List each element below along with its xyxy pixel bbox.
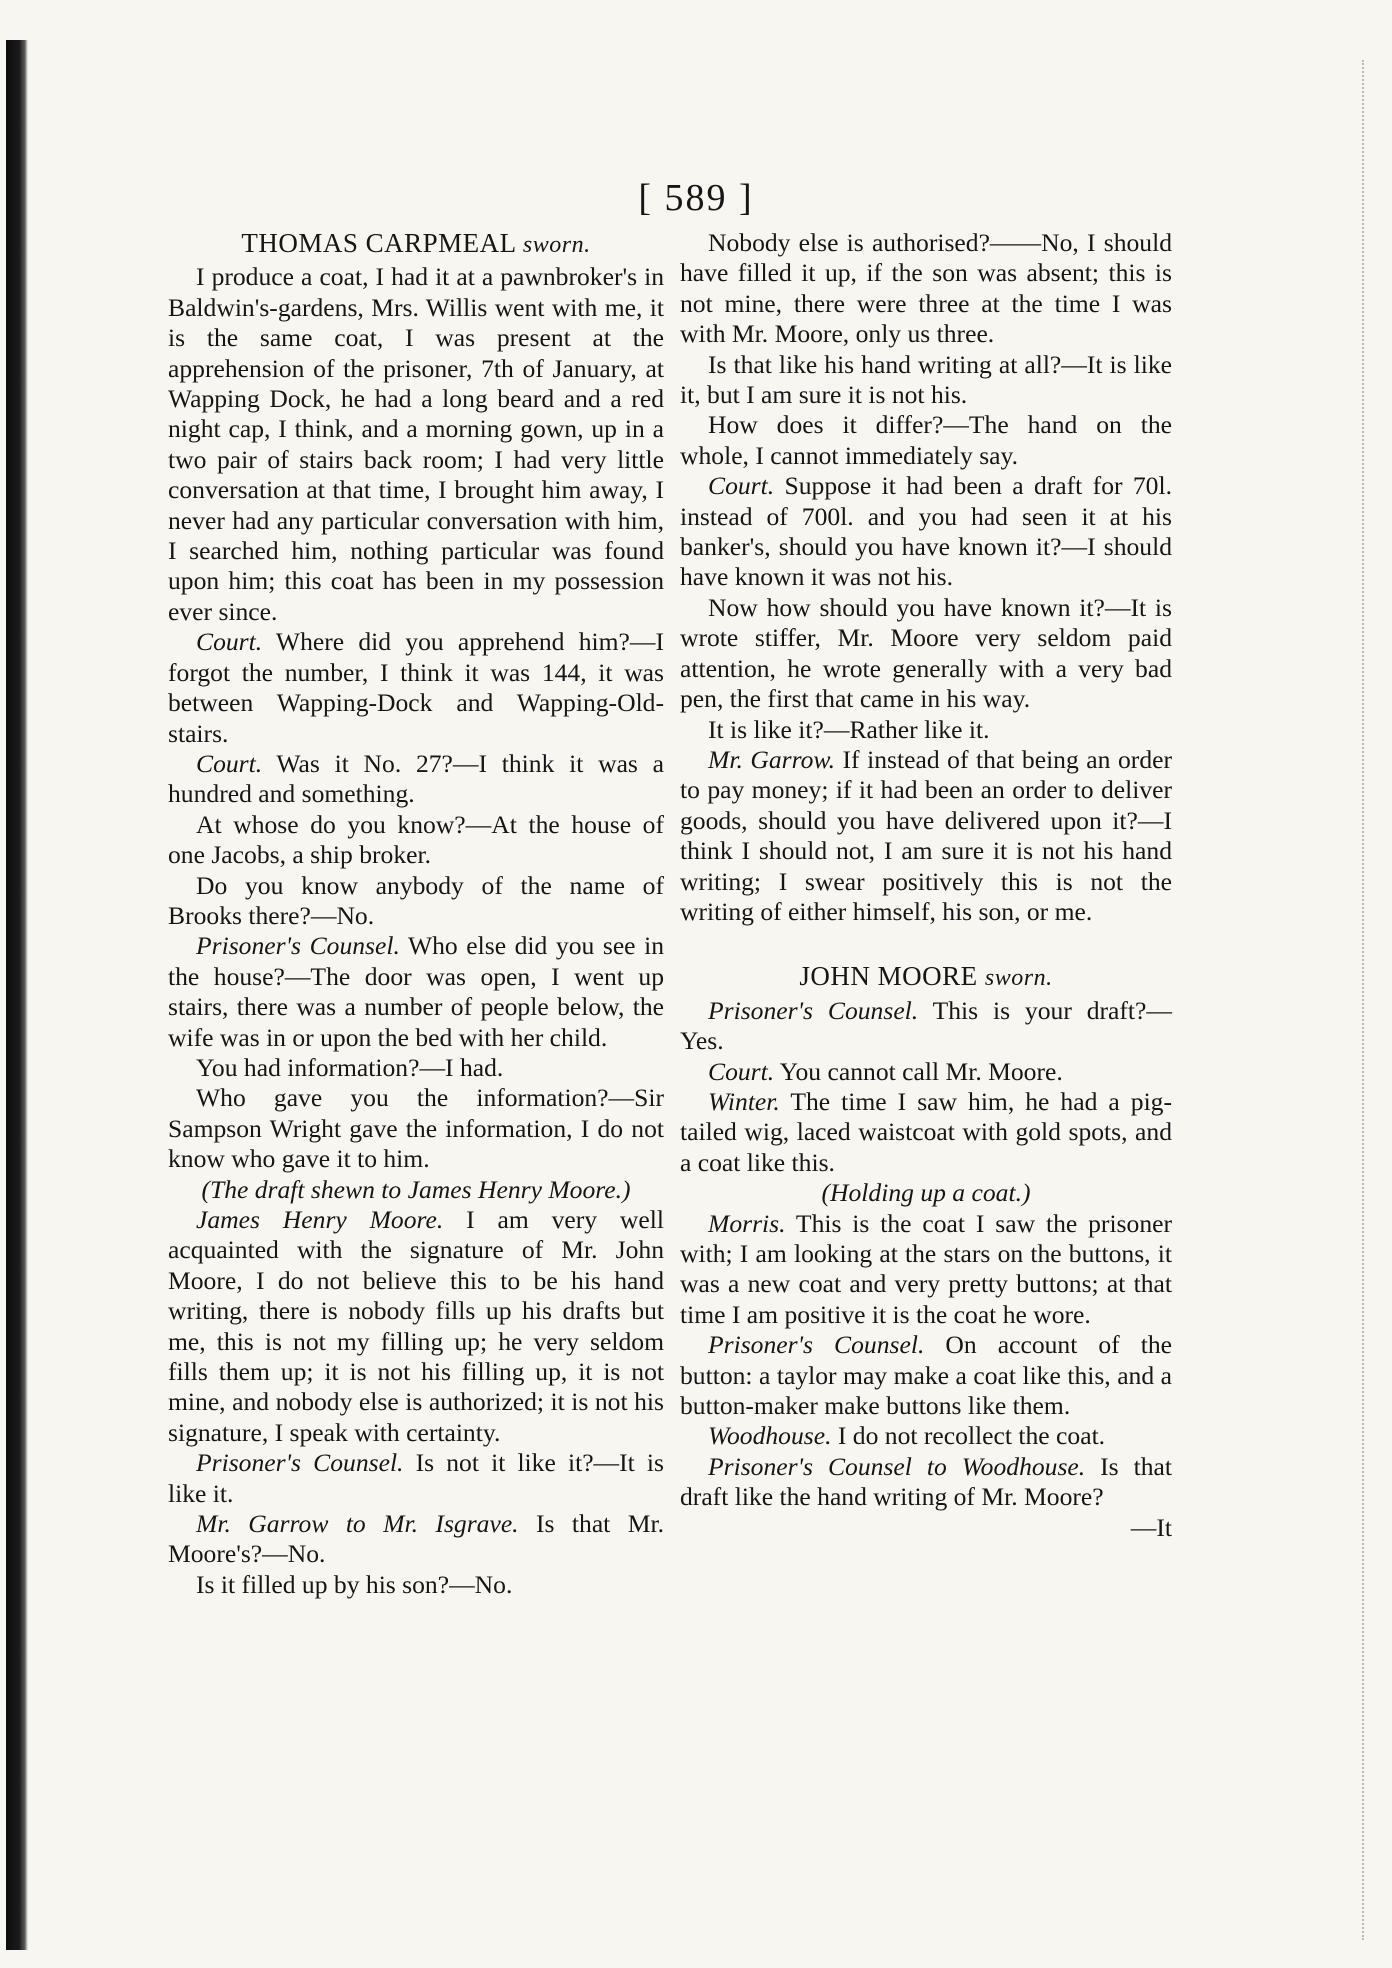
witness-heading-carpmeal (168, 228, 664, 260)
speaker-label: Woodhouse. (708, 1421, 832, 1451)
speaker-label: Prisoner's Counsel. (196, 1448, 404, 1478)
sworn-label: sworn. (984, 965, 1053, 992)
testimony-paragraph: Prisoner's Counsel. Is not it like it?—It is like it. (168, 1448, 664, 1508)
speaker-label: Court. (708, 471, 775, 501)
testimony-paragraph: Winter. The time I saw him, he had a pig-tailed wig, laced waistcoat with gold spots, and a coat like this. (680, 1086, 1172, 1177)
speaker-label: Prisoner's Counsel. (708, 1330, 925, 1360)
speaker-label: Mr. Garrow. (708, 744, 835, 774)
testimony-paragraph: Prisoner's Counsel. This is your draft?—Yes. (680, 995, 1172, 1056)
testimony-paragraph: Court. Suppose it had been a draft for 70l. instead of 700l. and you had seen it at his banker's, should you have known it?—I should have known it was not his. (680, 471, 1172, 592)
testimony-paragraph: Prisoner's Counsel to Woodhouse. Is that draft like the hand writing of Mr. Moore? (680, 1451, 1172, 1512)
testimony-paragraph: James Henry Moore. I am very well acquainted with the signature of Mr. John Moore, I do not believe this to be his hand writing, there is nobody fills up his drafts but me, this is not my filling up; he very seldom fills them up; it is not his filling up, it is not mine, and nobody else is authorized; it is not his signature, I speak with certainty. (168, 1205, 664, 1447)
stage-note: (Holding up a coat.) (821, 1178, 1031, 1208)
speaker-label: Court. (196, 627, 263, 657)
testimony-paragraph: You had information?—I had. (196, 1052, 504, 1082)
page-binding-shadow (6, 40, 28, 1950)
testimony-paragraph: At whose do you know?—At the house of one Jacobs, a ship broker. (168, 809, 664, 870)
testimony-paragraph: Is it filled up by his son?—No. (196, 1569, 513, 1599)
testimony-paragraph: I produce a coat, I had it at a pawnbroker's in Baldwin's-gardens, Mrs. Willis went with me, it is the same coat, I was present at the apprehension of the prisoner, 7th of January, at Wapping Dock, he had a long beard and a red night cap, I think, and a morning gown, up in a two pair of stairs back room; I had very little conversation at that time, I brought him away, I never had any particular conversation with him, I searched him, nothing particular was found upon him; this coat has been in my possession ever since. (168, 262, 664, 626)
testimony-paragraph: Woodhouse. I do not recollect the coat. (708, 1421, 1106, 1451)
section-gap (680, 927, 1172, 961)
testimony-paragraph: Morris. This is the coat I saw the prisoner with; I am looking at the stars on the buttons, it was a new coat and very pretty buttons; at that time I am positive it is the coat he wore. (680, 1208, 1172, 1329)
speaker-label: Prisoner's Counsel to Woodhouse. (708, 1451, 1086, 1481)
speaker-label: Prisoner's Counsel. (196, 931, 400, 961)
witness-name: THOMAS CARPMEAL (241, 228, 516, 258)
sworn-label: sworn. (522, 232, 591, 258)
speaker-label: Mr. Garrow to Mr. Isgrave. (196, 1509, 519, 1539)
testimony-paragraph: Do you know anybody of the name of Brooks there?—No. (168, 870, 664, 930)
testimony-paragraph: Now how should you have known it?—It is wrote stiffer, Mr. Moore very seldom paid attention, he wrote generally with a very bad pen, the first that came in his way. (680, 592, 1172, 714)
page-edge (1356, 60, 1364, 1940)
testimony-paragraph: Court. You cannot call Mr. Moore. (708, 1056, 1063, 1086)
speaker-label: Prisoner's Counsel. (708, 995, 919, 1025)
testimony-paragraph: Is that like his hand writing at all?—It is like it, but I am sure it is not his. (680, 349, 1172, 410)
witness-heading-moore (680, 961, 1172, 993)
speaker-label: James Henry Moore. (196, 1205, 444, 1234)
witness-name: JOHN MOORE (799, 961, 978, 992)
testimony-paragraph: Prisoner's Counsel. On account of the button: a taylor may make a coat like this, and a button-maker make buttons like them. (680, 1330, 1173, 1421)
stage-note: (The draft shewn to James Henry Moore.) (201, 1174, 631, 1204)
right-column (680, 228, 1172, 1543)
testimony-paragraph: Mr. Garrow to Mr. Isgrave. Is that Mr. Moore's?—No. (168, 1509, 664, 1569)
testimony-paragraph: Court. Where did you apprehend him?—I forgot the number, I think it was 144, it was between Wapping-Dock and Wapping-Old-stairs. (168, 627, 664, 748)
catchword: —It (1130, 1512, 1172, 1542)
testimony-paragraph: Mr. Garrow. If instead of that being an order to pay money; if it had been an order to deliver goods, should you have delivered upon it?—I think I should not, I am sure it is not his hand writing; I swear positively this is not the writing of either himself, his son, or me. (680, 744, 1173, 926)
testimony-paragraph: Nobody else is authorised?——No, I should have filled it up, if the son was absent; this is not mine, there were three at the time I was with Mr. Moore, only us three. (680, 228, 1172, 349)
speaker-label: Morris. (708, 1208, 786, 1238)
testimony-paragraph: Prisoner's Counsel. Who else did you see in the house?—The door was open, I went up stairs, there was a number of people below, the wife was in or upon the bed with her child. (168, 931, 665, 1052)
page-number: [ 589 ] (638, 177, 754, 219)
testimony-paragraph: Court. Was it No. 27?—I think it was a hundred and something. (168, 748, 664, 809)
testimony-paragraph: Who gave you the information?—Sir Sampson Wright gave the information, I do not know who gave it to him. (168, 1083, 664, 1174)
speaker-label: Court. (196, 748, 263, 778)
testimony-paragraph: It is like it?—Rather like it. (708, 714, 990, 744)
left-column (168, 228, 664, 1600)
speaker-label: Court. (708, 1056, 775, 1086)
testimony-paragraph: How does it differ?—The hand on the whole, I cannot immediately say. (680, 410, 1172, 470)
speaker-label: Winter. (708, 1086, 780, 1116)
